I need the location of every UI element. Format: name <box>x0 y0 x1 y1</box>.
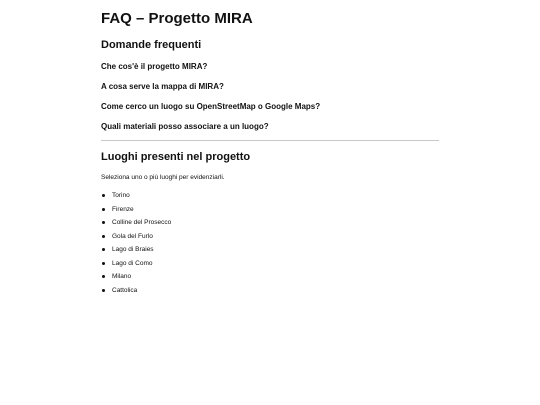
place-item-gola-del-furlo[interactable]: Gola del Furlo <box>101 232 171 246</box>
faq-question-materials[interactable]: Quali materiali posso associare a un luogo? <box>101 122 269 131</box>
place-item-lago-di-braies[interactable]: Lago di Braies <box>101 245 171 259</box>
place-item-milano[interactable]: Milano <box>101 272 171 286</box>
page-title: FAQ – Progetto MIRA <box>101 10 253 27</box>
place-item-colline-del-prosecco[interactable]: Colline del Prosecco <box>101 218 171 232</box>
places-intro: Seleziona uno o più luoghi per evidenziarli. <box>101 174 225 181</box>
faq-question-what-is-mira[interactable]: Che cos'è il progetto MIRA? <box>101 62 208 71</box>
place-item-cattolica[interactable]: Cattolica <box>101 286 171 300</box>
places-heading: Luoghi presenti nel progetto <box>101 151 251 163</box>
faq-heading: Domande frequenti <box>101 39 202 51</box>
faq-question-map-purpose[interactable]: A cosa serve la mappa di MIRA? <box>101 82 224 91</box>
section-divider <box>101 140 439 141</box>
place-item-firenze[interactable]: Firenze <box>101 205 171 219</box>
place-item-torino[interactable]: Torino <box>101 191 171 205</box>
places-list <box>101 191 171 299</box>
place-item-lago-di-como[interactable]: Lago di Como <box>101 259 171 273</box>
faq-question-search-place[interactable]: Come cerco un luogo su OpenStreetMap o Google Maps? <box>101 102 321 111</box>
